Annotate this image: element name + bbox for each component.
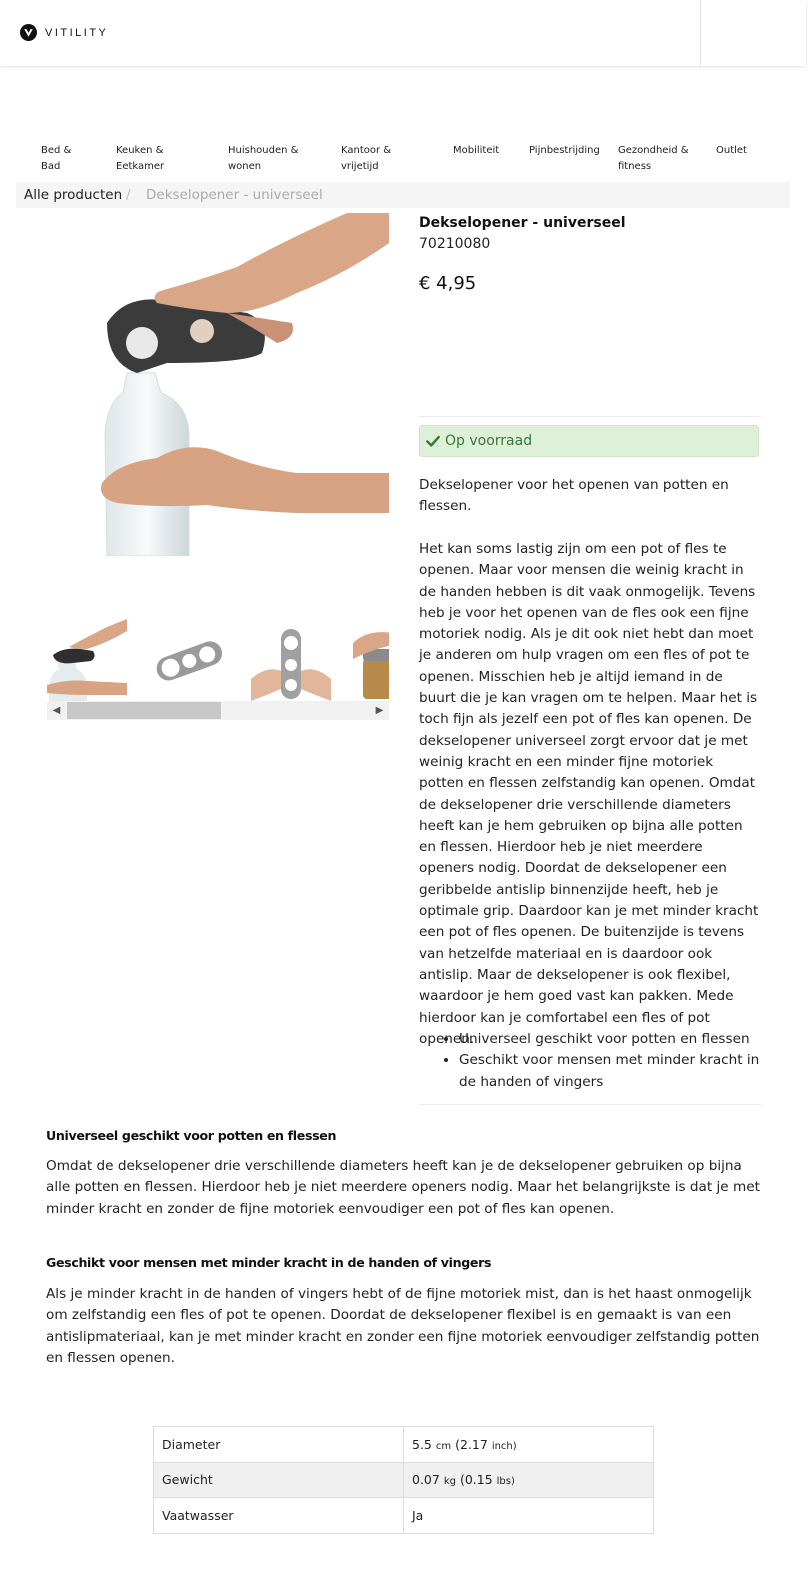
spec-value: 0.07 kg (0.15 lbs) [404,1462,654,1498]
scroll-left-arrow-icon[interactable]: ◀ [52,705,61,716]
product-title: Dekselopener - universeel [419,215,626,231]
list-item: • Geschikt voor mensen met minder kracht in de handen of vingers [459,1050,761,1093]
scrollbar-thumb[interactable] [67,702,221,719]
product-sku: 70210080 [419,236,491,252]
divider [419,1104,761,1105]
scroll-right-arrow-icon[interactable]: ▶ [375,705,384,716]
nav-item-keuken-eetkamer[interactable]: Keuken & Eetkamer [116,145,165,172]
product-description-long: Het kan soms lastig zijn om een pot of fles te openen. Maar voor mensen die weinig kracht in de handen hebben is dit vaak onmogelijk. Tevens heb je voor het openen van de fles ook een fijne motoriek nodig. Als je dit ook niet hebt dan moet je anderen om hulp vragen om een fles of pot te openen. Misschien heb je altijd iemand in de buurt die je kan vragen om te helpen. Maar het is toch fijn als jezelf een pot of fles kan openen. De dekselopener universeel zorgt ervoor dat je met weinig kracht en een minder fijne motoriek potten en flessen zelfstandig kan openen. Omdat de dekselopener drie verschillende diameters heeft kan je hem gebruiken op bijna alle potten en flessen. Hierdoor heb je niet meerdere openers nodig. Doordat de dekselopener een geribbelde antislip binnenzijde heeft, heb je optimale grip. Daardoor kan je met minder kracht een pot of fles openen. De buitenzijde is tevens van hetzelfde materiaal en is daardoor ook antislip. Maar de dekselopener is ook flexibel, waardoor je hem goed vast kan pakken. Mede hierdoor kan je comfortabel een fles of pot openen. [419,541,759,1047]
section-heading: Universeel geschikt voor potten en flessen [46,1128,337,1143]
thumbnail-4-image [353,619,389,701]
nav-item-bed-bad[interactable]: Bed & Bad [41,145,72,172]
list-item: • Universeel geschikt voor potten en flessen [459,1029,761,1050]
nav-item-mobiliteit[interactable]: Mobiliteit [453,145,500,156]
thumbnail-4[interactable] [353,619,389,701]
table-row [154,1462,654,1498]
thumbnail-3-image [251,619,331,701]
brand-logo[interactable] [20,24,108,41]
site-header [0,0,806,66]
brand-logo-icon [20,24,37,41]
thumbnail-2[interactable] [149,619,229,701]
spec-label: Vaatwasser [154,1498,404,1534]
product-description-intro: Dekselopener voor het openen van potten en flessen. [419,477,729,515]
thumbnail-strip [47,619,389,701]
main-navigation [0,143,810,183]
check-icon [426,434,440,448]
section-text: Als je minder kracht in de handen of vingers hebt of de fijne motoriek mist, dan is het haast onmogelijk om zelfstandig een fles of pot te openen. Doordat de dekselopener flexibel is en gemaakt is van een antislipmateriaal, kan je met minder kracht en zonder een fijne motoriek eenvoudiger zelfstandig potten en flessen openen. [46,1286,760,1366]
divider [419,416,761,417]
thumbnail-2-image [149,619,229,701]
product-photo-illustration [47,213,389,556]
spec-value: Ja [404,1498,654,1534]
section-heading: Geschikt voor mensen met minder kracht in de handen of vingers [46,1255,492,1270]
nav-item-kantoor-vrijetijd[interactable]: Kantoor & vrijetijd [341,145,392,172]
breadcrumb [16,182,790,208]
thumbnail-scrollbar[interactable] [47,701,389,720]
product-price: € 4,95 [419,273,477,294]
thumbnail-1-image [47,619,127,701]
breadcrumb-separator: / [126,187,131,203]
specifications-table [153,1426,654,1534]
nav-item-outlet[interactable]: Outlet [716,145,747,156]
table-row [154,1427,654,1463]
nav-item-pijnbestrijding[interactable]: Pijnbestrijding [529,145,600,156]
thumbnail-3[interactable] [251,619,331,701]
spec-label: Diameter [154,1427,404,1463]
brand-name: VITILITY [45,26,109,39]
feature-list [419,1029,761,1093]
header-divider [700,0,701,66]
spec-label: Gewicht [154,1462,404,1498]
table-row [154,1498,654,1534]
product-main-image[interactable] [47,213,389,556]
section-text: Omdat de dekselopener drie verschillende diameters heeft kan je de dekselopener gebruiken op bijna alle potten en flessen. Hierdoor heb je niet meerdere openers nodig. Maar het belangrijkste is dat je met minder kracht en zonder de fijne motoriek eenvoudiger een pot of fles kan openen. [46,1158,760,1217]
nav-item-huishouden-wonen[interactable]: Huishouden & wonen [228,145,299,172]
nav-item-gezondheid-fitness[interactable]: Gezondheid & fitness [618,145,689,172]
spec-value: 5.5 cm (2.17 inch) [404,1427,654,1463]
thumbnail-1[interactable] [47,619,127,701]
breadcrumb-current: Dekselopener - universeel [146,187,323,203]
breadcrumb-home-link[interactable]: Alle producten [24,187,123,203]
stock-status-text: Op voorraad [445,433,533,449]
stock-status-badge [419,425,759,457]
